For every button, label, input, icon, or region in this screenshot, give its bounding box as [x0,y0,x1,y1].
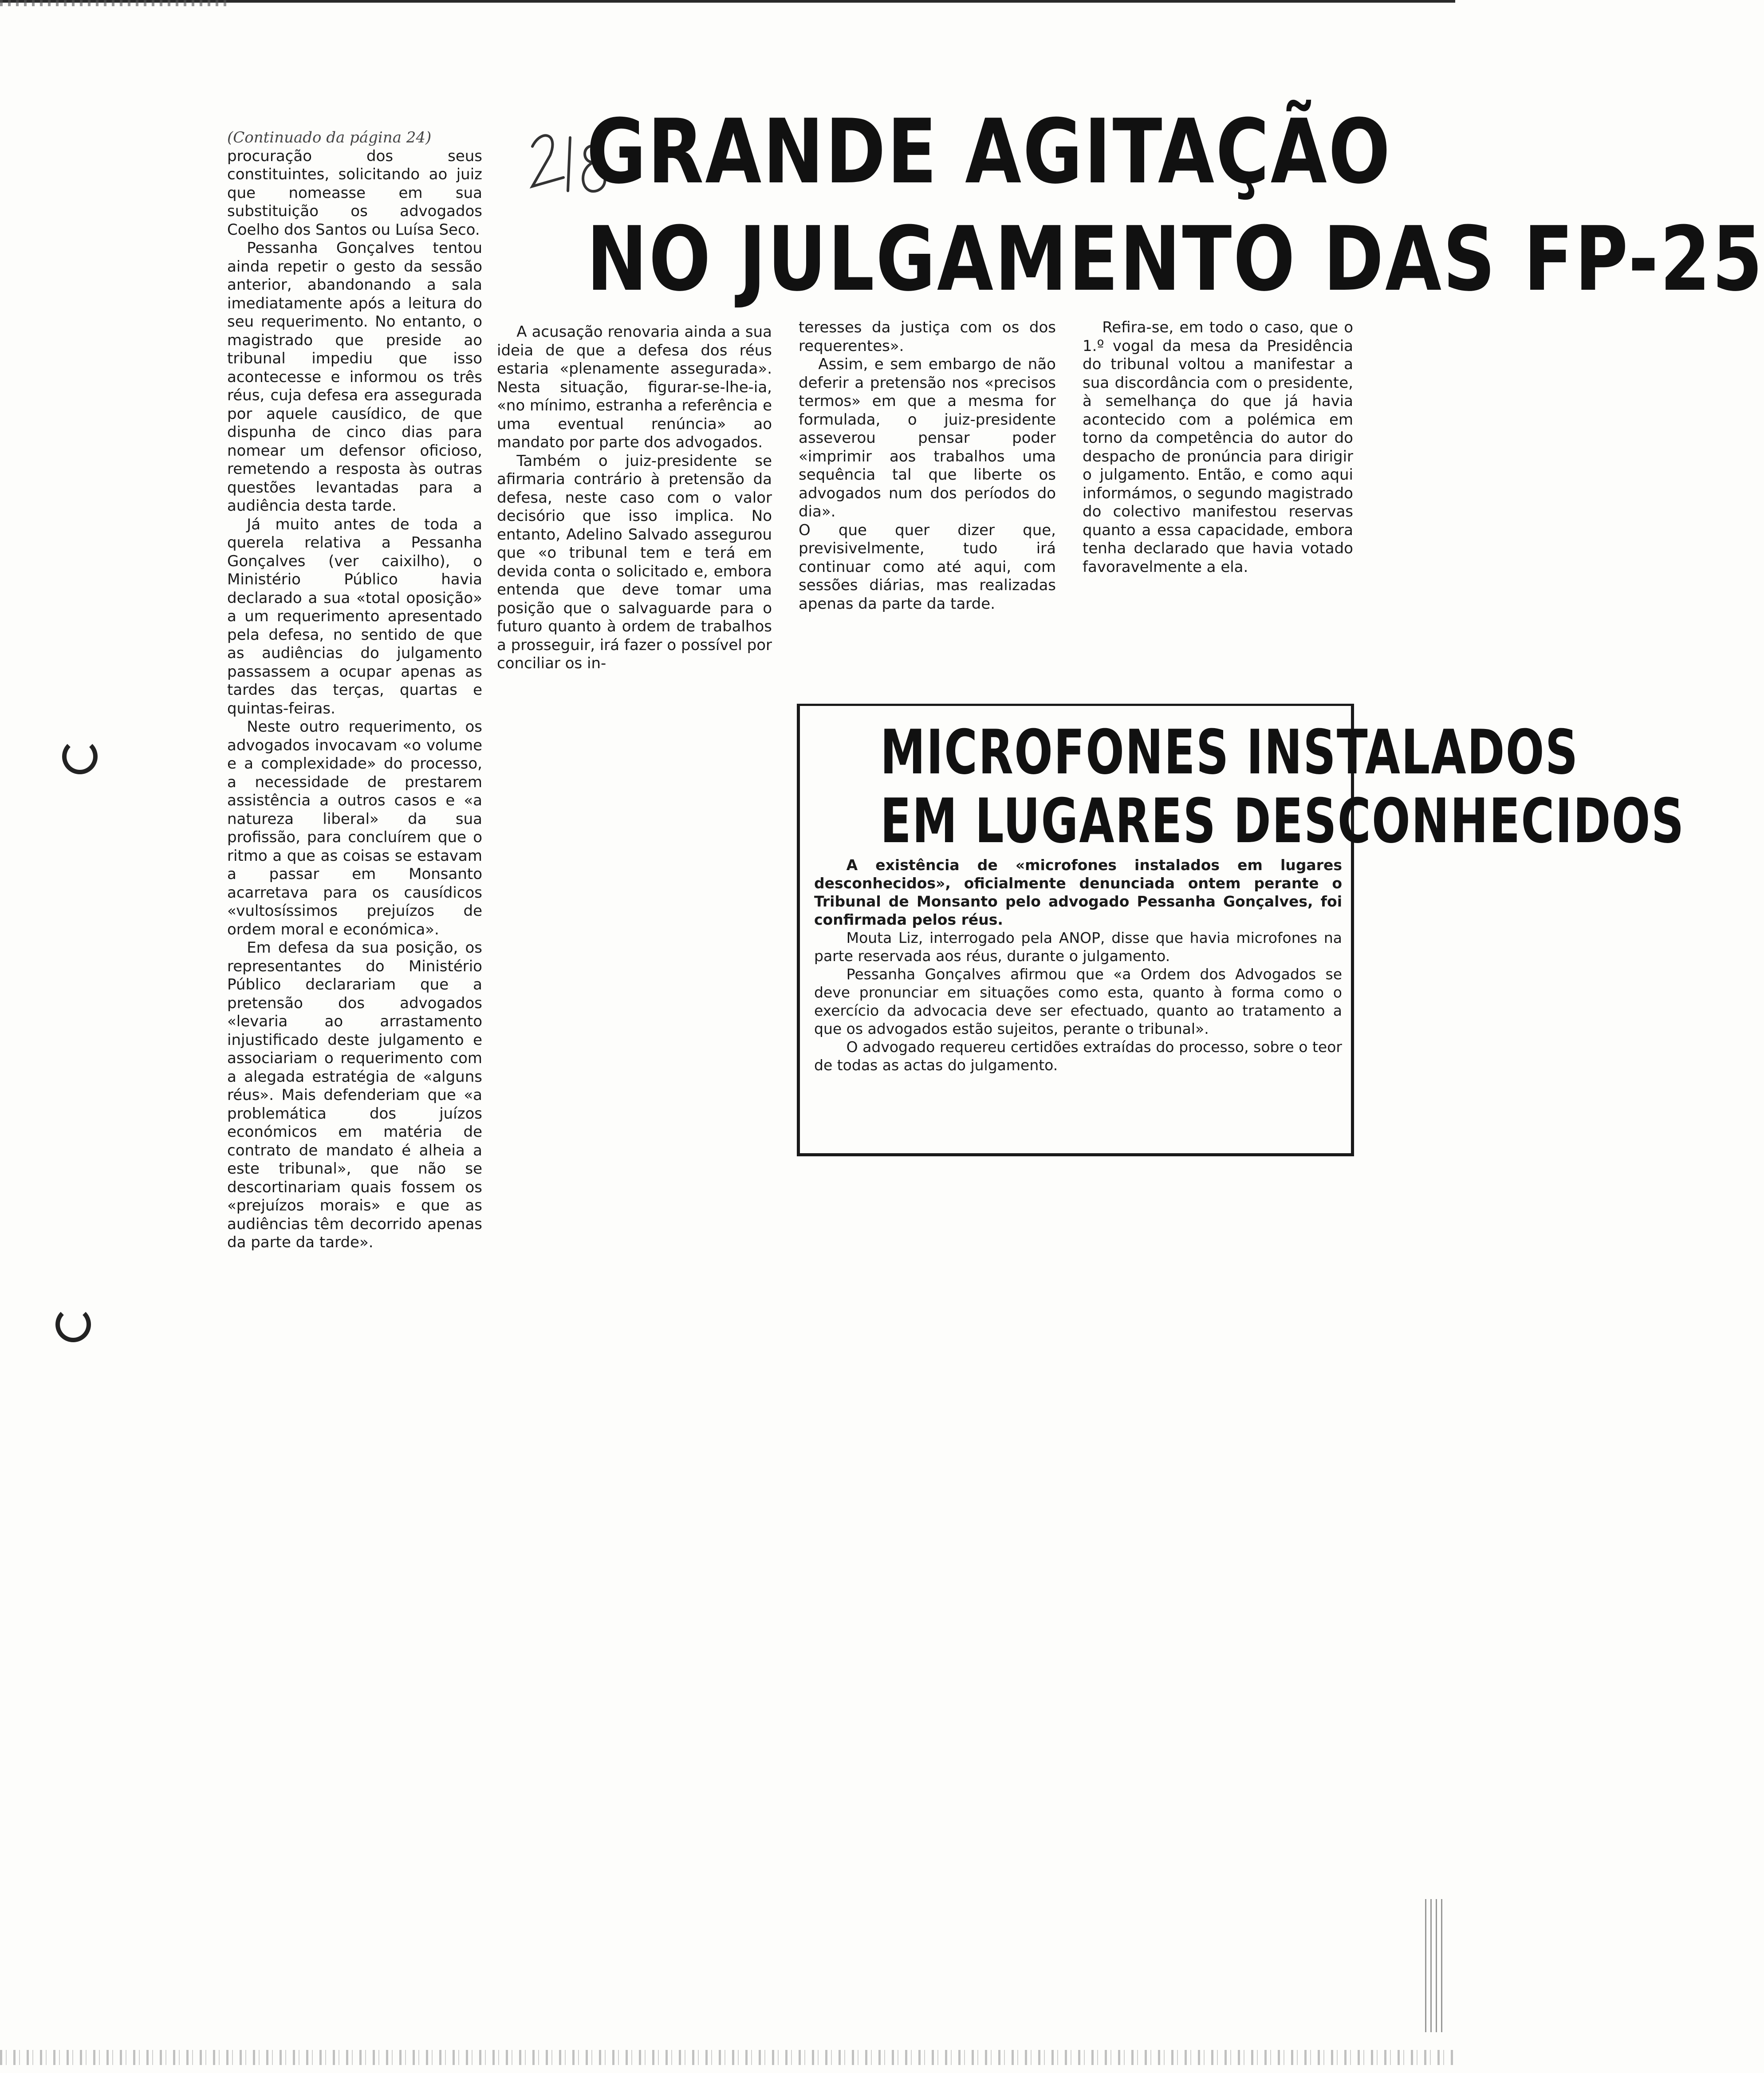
scan-right-edge-marks [1425,1899,1443,2032]
paragraph: Assim, e sem embargo de não deferir a pretensão nos «precisos termos» em que a mesma for formulada, o juiz-presidente asseverou pensar poder «imprimir aos trabalhos uma sequência tal que liberte os advogados num dos períodos do dia». [799,355,1056,520]
paragraph: A acusação renovaria ainda a sua ideia de que a defesa dos réus estaria «plenamente assegurada». Nesta situação, figurar-se-lhe-ia, «no mínimo, estranha a referência e uma eventual renúncia» ao mandato por parte dos advogados. [497,323,772,451]
box-paragraph: Pessanha Gonçalves afirmou que «a Ordem dos Advogados se deve pronunciar em situações como esta, quanto à forma como o exercício da advocacia deve ser efectuado, quanto ao tratamento a que os advogados estão sujeitos, perante o tribunal». [814,966,1342,1037]
box-title-line-1: MICROFONES INSTALADOS [880,717,1579,788]
paragraph: procuração dos seus constituintes, solicitando ao juiz que nomeasse em sua substituição os advogados Coelho dos Santos ou Luísa Seco. [227,147,482,239]
article-column-4 [1083,319,1353,576]
scan-top-noise [0,0,231,6]
box-body [814,856,1342,1074]
box-paragraph: A existência de «microfones instalados em lugares desconhecidos», oficialmente denunciada ontem perante o Tribunal de Monsanto pelo advogado Pessanha Gonçalves, foi confirmada pelos réus. [814,856,1342,928]
paragraph: Também o juiz-presidente se afirmaria contrário à pretensão da defesa, neste caso com o valor decisório que isso implica. No entanto, Adelino Salvado assegurou que «o tribunal tem e terá em devida conta o solicitado e, embora entenda que deve tomar uma posição que o salvaguarde para o futuro quanto à ordem de trabalhos a prosseguir, irá fazer o possível por conciliar os in- [497,452,772,672]
article-column-3 [799,319,1056,613]
paragraph: Neste outro requerimento, os advogados invocavam «o volume e a complexidade» do processo, a necessidade de prestarem assistência a outros casos e «a natureza liberal» da sua profissão, para concluírem que o ritmo a que as coisas se estavam a passar em Monsanto acarretava para os causídicos «vultosíssimos prejuízos de ordem moral e económica». [227,718,482,938]
paragraph: Refira-se, em todo o caso, que o 1.º vogal da mesa da Presidência do tribunal voltou a manifestar a sua discordância com o presidente, à semelhança do que já havia acontecido com a polémica em torno da competência do autor do despacho de pronúncia para dirigir o julgamento. Então, e como aqui informámos, o segundo magistrado do colectivo manifestou reservas quanto a essa capacidade, embora tenha declarado que havia votado favoravelmente a ela. [1083,319,1353,576]
sidebar-box [797,704,1685,1156]
headline-line-1: GRANDE AGITAÇÃO [586,100,1392,204]
paragraph: Já muito antes de toda a querela relativa a Pessanha Gonçalves (ver caixilho), o Ministério Público havia declarado a sua «total oposição» a um requerimento apresentado pela defesa, no sentido de que as audiências do julgamento passassem a ocupar apenas as tardes das terças, quartas e quintas-feiras. [227,515,482,717]
continued-note: (Continuado da página 24) [227,129,432,146]
article-column-2 [497,323,772,673]
paragraph: O que quer dizer que, previsivelmente, tudo irá continuar como até aqui, com sessões diárias, mas realizadas apenas da parte da tarde. [799,521,1056,613]
scan-bottom-edge [0,2050,1455,2065]
paragraph: teresses da justiça com os dos requerentes». [799,319,1056,355]
punch-hole-mark-top [62,739,98,774]
box-title-line-2: EM LUGARES DESCONHECIDOS [880,785,1685,857]
paragraph: Em defesa da sua posição, os representantes do Ministério Público declarariam que a pretensão dos advogados «levaria ao arrastamento injustificado deste julgamento e associariam o requerimento com a alegada estratégia de «alguns réus». Mais defenderiam que «a problemática dos juízos económicos em matéria de contrato de mandato é alheia a este tribunal», que não se descortinariam quais fossem os «prejuízos morais» e que as audiências têm decorrido apenas da parte da tarde». [227,939,482,1251]
box-paragraph: O advogado requereu certidões extraídas do processo, sobre o teor de todas as actas do julgamento. [814,1038,1342,1074]
punch-hole-mark-bottom [55,1307,91,1342]
box-paragraph: Mouta Liz, interrogado pela ANOP, disse que havia microfones na parte reservada aos réus, durante o julgamento. [814,929,1342,965]
article-column-1 [227,129,482,1252]
paragraph: Pessanha Gonçalves tentou ainda repetir o gesto da sessão anterior, abandonando a sala imediatamente após a leitura do seu requerimento. No entanto, o magistrado que preside ao tribunal impediu que isso acontecesse e informou os três réus, cuja defesa era assegurada por aquele causídico, de que dispunha de cinco dias para nomear um defensor oficioso, remetendo a resposta às outras questões levantadas para a audiência desta tarde. [227,239,482,515]
headline-line-2: NO JULGAMENTO DAS FP-25 [586,208,1764,311]
